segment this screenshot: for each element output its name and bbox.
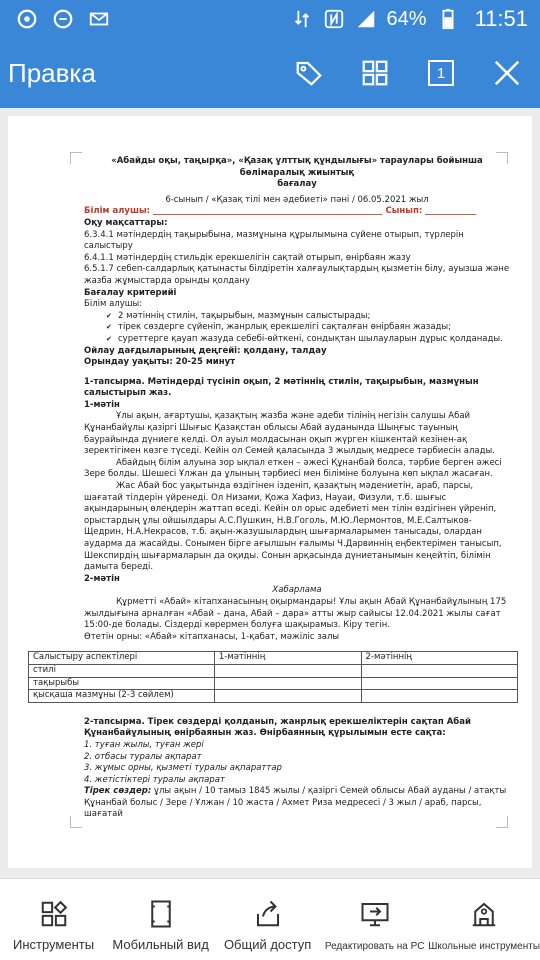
criteria-item: ✔ 2 мәтіннің стилін, тақырыбын, мазмұнын салыстырады; (106, 311, 510, 323)
task2-heading: 2-тапсырма. Тірек сөздерді қолданып, жанрлық ерекшеліктерін сақтап Абай Құнанбайұлының өнірбаянын жаз. Өнірбаянның құрылымын есте сақта: (84, 716, 471, 739)
crop-mark (70, 816, 82, 828)
table-cell (214, 677, 361, 690)
share-label: Общий доступ (223, 937, 312, 952)
signal-icon (355, 8, 377, 30)
goal-item: 6.3.4.1 мәтіндердің тақырыбына, мазмұнына құрылымына сүйене отырып, түрлерін салыстыру (84, 229, 464, 252)
chat-icon (52, 8, 74, 30)
table-cell (361, 677, 518, 690)
structure-item: 3. жұмыс орны, қызметі туралы ақпараттар (84, 763, 282, 774)
goal-item: 6.5.1.7 себеп-салдарлық қатынасты білдіретін халғаулықтардың қызметін білу, ауызша және жазба жұмыстарда орынды қолдану (84, 264, 510, 286)
structure-item: 1. туған жылы, туған жері (84, 739, 204, 750)
table-header-cell: 2-мәтіннің (361, 652, 518, 665)
comparison-table (28, 651, 518, 702)
skill-level: Ойлау дағдыларының деңгейі: қолдану, талдау (84, 345, 327, 356)
mobile-view-label: Мобильный вид (112, 937, 209, 952)
app-title: Правка (8, 57, 96, 88)
text1-paragraph: Жас Абай бос уақытында өздігінен ізденіп, қазақтың мәдениетін, араб, парсы, шағатай тілдерін үйренеді. Ол Низами, Қожа Хафиз, Науаи, Физули, т.б. шығыс ақындарының өлеңдерін жаттап өседі. Кейін ол орыс әдебиеті мен тілін өздігінен үйреніп, орыстардың ұлы ойшылдары А.С.Пушкин, Н.В.Гоголь, М.Ю.Лермонтов, М.Е.Салтыков-Щедрин, Н.А.Некрасов, т.б. ақын-жазушылардың шығармаларымен танысады, олардан аударма да жасайды. Сонымен бірге ағылшын ғалымы Ч.Дарвиннің еңбектерімен танысып, Шекспирдің шығармаларын да оқиды. Сонын арқасында дүниетанымын кеңейтіп, білімін дамыта береді. (84, 481, 502, 573)
goals-heading: Оқу мақсаттары: (84, 217, 168, 228)
table-header-row (29, 652, 518, 665)
grid-view-button[interactable] (342, 38, 408, 108)
page-count-button[interactable] (408, 38, 474, 108)
table-row (29, 677, 518, 690)
battery-percent: 64% (386, 7, 427, 30)
structure-item: 2. отбасы туралы ақпарат (84, 751, 202, 762)
school-tools-button[interactable] (428, 879, 540, 960)
table-header-cell: 1-мәтіннің (214, 652, 361, 665)
text2-label: 2-мәтін (84, 573, 120, 584)
mail-icon (88, 8, 110, 30)
page-count-badge: 1 (428, 60, 454, 86)
table-row (29, 664, 518, 677)
time-limit: Орындау уақыты: 20-25 минут (84, 357, 236, 368)
clock: 11:51 (474, 6, 528, 31)
text2-location: Өтетін орны: «Абай» кітапханасы, 1-қабат, мәжіліс залы (84, 631, 340, 642)
table-cell: стилі (29, 664, 215, 677)
keywords-line (84, 786, 510, 821)
table-cell: тақырыбы (29, 677, 215, 690)
text1-paragraph: Абайдың білім алуына зор ықпал еткен – әжесі Құнанбай болса, тәрбие берген әжесі Зере болды. Шешесі Ұлжан да ұлының тәрбиесі мен біліміне болуына көп ықпал жасаған. (84, 457, 502, 480)
doc-subtitle: 6-сынып / «Қазақ тілі мен әдебиеті» пәні / 06.05.2021 жыл (165, 194, 429, 205)
structure-item: 4. жетістіктері туралы ақпарат (84, 774, 225, 785)
tools-button[interactable] (0, 879, 107, 960)
data-transfer-icon (291, 8, 313, 30)
text1-paragraph: Ұлы ақын, ағартушы, қазақтың жазба және әдеби тілінің негізін салушы Абай Құнанбайұлы қазіргі Шығыс Қазақстан облысы Абай ауданында Шыңғыс тауының баурайында дүниеге келді. Ол ауыл молдасынан оқып жүрген кішкентай кезінен-ақ зеректігімен көзге түседі. Кейін ол Семей қаласында 3 жылдық медресе тәрбиесін алады. (84, 411, 495, 457)
keywords-text: ұлы ақын / 10 тамыз 1845 жылы / қазіргі Семей облысы Абай ауданы / атақты Құнанбай болыс / Зере / Ұлжан / 10 жаста / Ахмет Риза медресесі / 3 жыл / араб, парсы, шағатай (84, 786, 507, 820)
tag-icon (294, 58, 324, 88)
criteria-item: ✔ суреттерге қауап жазуда себебі-өйткені, сондықтан шылауларын дұрыс қолданады. (106, 334, 510, 346)
document-page (8, 116, 532, 868)
sync-icon (16, 8, 38, 30)
document-viewport[interactable] (0, 108, 540, 878)
crop-mark (70, 152, 82, 164)
student-line: Білім алушы: ______________________________________________________ Сынып: ____________ (84, 206, 477, 217)
table-cell (361, 690, 518, 703)
share-button[interactable] (214, 879, 321, 960)
tools-icon (39, 899, 69, 929)
doc-title: «Абайды оқы, таңырқа», «Қазақ ұлттық құндылығы» тараулары бойынша бөлімаралық жиынтық (111, 156, 483, 178)
nfc-icon (323, 8, 345, 30)
bottom-toolbar (0, 878, 540, 960)
crop-mark (496, 816, 508, 828)
edit-on-pc-button[interactable] (321, 879, 428, 960)
criteria-list (84, 311, 510, 346)
crop-mark (496, 152, 508, 164)
text2-heading: Хабарлама (272, 585, 322, 596)
mobile-view-icon (146, 899, 176, 929)
criteria-heading: Бағалау критерийі (84, 287, 177, 298)
keywords-label: Тірек сөздер: (84, 786, 152, 797)
grid-icon (360, 58, 390, 88)
task1-heading: 1-тапсырма. Мәтіндерді түсініп оқып, 2 мәтіннің стилін, тақырыбын, мазмұнын салыстырып жаз. (84, 376, 479, 399)
school-tools-icon (469, 899, 499, 929)
app-bar (0, 38, 540, 108)
battery-icon (437, 8, 459, 30)
close-icon (492, 58, 522, 88)
edit-on-pc-label: Редактировать на PC (324, 941, 425, 952)
table-cell: қысқаша мазмұны (2-3 сөйлем) (29, 690, 215, 703)
table-cell (214, 664, 361, 677)
doc-title-line2: бағалау (277, 179, 317, 190)
criteria-sub: Білім алушы: (84, 299, 143, 310)
table-row (29, 690, 518, 703)
text1-label: 1-мәтін (84, 399, 120, 410)
table-cell (214, 690, 361, 703)
tools-label: Инструменты (12, 937, 95, 952)
close-button[interactable] (474, 38, 540, 108)
school-tools-label: Школьные инструменты (428, 941, 540, 952)
edit-on-pc-icon (360, 899, 390, 929)
mobile-view-button[interactable] (107, 879, 214, 960)
tag-button[interactable] (276, 38, 342, 108)
criteria-item: ✔ тірек сөздерге сүйеніп, жанрлық ерекшелігі сақталған өнірбаян жазады; (106, 322, 510, 334)
table-header-cell: Салыстыру аспектілері (29, 652, 215, 665)
goal-item: 6.4.1.1 мәтіндердің стильдік ерекшелігін сақтай отырып, өнірбаян жазу (84, 252, 411, 263)
status-bar (0, 0, 540, 38)
share-icon (253, 899, 283, 929)
table-cell (361, 664, 518, 677)
text2-paragraph: Құрметті «Абай» кітапханасының оқырмандары! Ұлы ақын Абай Құнанбайұлының 175 жылдығына арналған «Абай – дана, Абай – дара» атты жыр сайысы 12.04.2021 жылы сағат 15:00-де болады. Сіздерді көрермен болуға шақырамыз. Кіру тегін. (84, 596, 507, 631)
